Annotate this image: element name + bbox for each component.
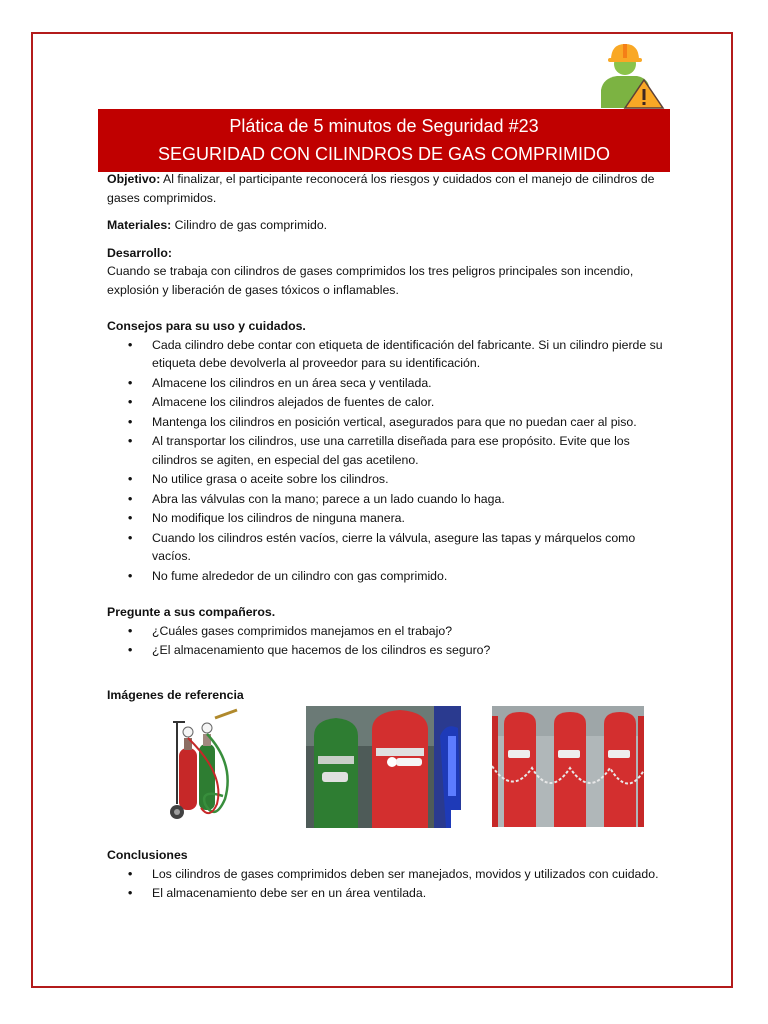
desarrollo-label: Desarrollo: (107, 245, 172, 260)
reference-images (0, 704, 768, 828)
consejos-heading: Consejos para su uso y cuidados. (107, 319, 306, 333)
objetivo-text: Al finalizar, el participante reconocerá los riesgos y cuidados con el manejo de cilindros de gases comprimidos. (107, 172, 655, 205)
title-banner (98, 109, 670, 172)
list-item: • Cuando los cilindros estén vacíos, cierre la válvula, asegure las tapas y márquelos como vacíos. (107, 529, 667, 566)
list-item: • Almacene los cilindros en un área seca y ventilada. (107, 374, 667, 393)
talk-title: Plática de 5 minutos de Seguridad #23 (229, 116, 539, 136)
list-item: • ¿Cuáles gases comprimidos manejamos en el trabajo? (107, 622, 667, 641)
list-item: • No modifique los cilindros de ninguna manera. (107, 509, 667, 528)
list-item: • El almacenamiento debe ser en un área ventilada. (107, 884, 667, 903)
objetivo-label: Objetivo: (107, 172, 161, 186)
pregunte-list (107, 622, 667, 660)
list-item: • No utilice grasa o aceite sobre los cilindros. (107, 470, 667, 489)
materiales-label: Materiales: (107, 218, 172, 232)
gas-cylinders-closeup-image (306, 706, 461, 828)
imagenes-heading: Imágenes de referencia (107, 688, 244, 702)
main-content (107, 170, 667, 660)
chained-red-cylinders-image (492, 706, 644, 827)
desarrollo-text: Cuando se trabaja con cilindros de gases comprimidos los tres peligros principales son incendio, explosión y liberación de gases tóxicos o inflamables. (107, 264, 634, 297)
list-item: • Cada cilindro debe contar con etiqueta de identificación del fabricante. Si un cilindro pierde su etiqueta debe devolverla al proveedor para su identificación. (107, 336, 667, 373)
list-item: • Almacene los cilindros alejados de fuentes de calor. (107, 393, 667, 412)
oxy-acetylene-cart-image (155, 704, 250, 826)
conclusiones-section (107, 846, 667, 903)
pregunte-heading: Pregunte a sus compañeros. (107, 605, 276, 619)
materiales-text: Cilindro de gas comprimido. (171, 218, 328, 232)
talk-subtitle: SEGURIDAD CON CILINDROS DE GAS COMPRIMIDO (157, 144, 611, 164)
objetivo-paragraph (107, 170, 667, 207)
list-item: • Abra las válvulas con la mano; parece a un lado cuando lo haga. (107, 490, 667, 509)
conclusiones-list (107, 865, 667, 903)
list-item: • Los cilindros de gases comprimidos deben ser manejados, movidos y utilizados con cuidado. (107, 865, 667, 884)
list-item: • No fume alrededor de un cilindro con gas comprimido. (107, 567, 667, 586)
list-item: • Mantenga los cilindros en posición vertical, asegurados para que no puedan caer al piso. (107, 413, 667, 432)
list-item: • Al transportar los cilindros, use una carretilla diseñada para ese propósito. Evite que los cilindros se agiten, en especial del gas acetileno. (107, 432, 667, 469)
worker-warning-icon (597, 40, 665, 110)
list-item: • ¿El almacenamiento que hacemos de los cilindros es seguro? (107, 641, 667, 660)
consejos-list (107, 336, 667, 586)
conclusiones-heading: Conclusiones (107, 848, 188, 862)
materiales-paragraph (107, 216, 667, 235)
